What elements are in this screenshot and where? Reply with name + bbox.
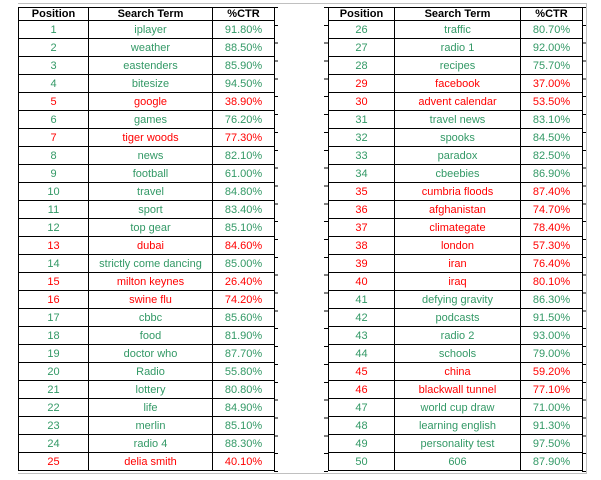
search-term-cell: travel news [395,111,521,129]
search-term-cell: games [89,111,213,129]
position-cell: 49 [329,435,395,453]
position-cell: 21 [19,381,89,399]
ctr-cell: 87.90% [521,453,583,471]
position-cell: 34 [329,165,395,183]
position-cell: 13 [19,237,89,255]
search-term-cell: advent calendar [395,93,521,111]
position-cell: 50 [329,453,395,471]
search-term-cell: radio 2 [395,327,521,345]
position-cell: 15 [19,273,89,291]
table-row [329,345,583,363]
ctr-cell: 94.50% [213,75,275,93]
search-term-cell: news [89,147,213,165]
ctr-cell: 88.50% [213,39,275,57]
table-row [19,237,275,255]
search-term-cell: china [395,363,521,381]
table-row [19,147,275,165]
column-header-ctr: %CTR [213,8,275,21]
ctr-cell: 38.90% [213,93,275,111]
table-row [19,21,275,39]
table-row [329,273,583,291]
ctr-cell: 55.80% [213,363,275,381]
position-cell: 1 [19,21,89,39]
column-header-position: Position [19,8,89,21]
table-row [329,435,583,453]
ctr-cell: 84.90% [213,399,275,417]
search-term-cell: strictly come dancing [89,255,213,273]
search-term-cell: paradox [395,147,521,165]
ctr-cell: 78.40% [521,219,583,237]
table-row [329,453,583,471]
search-term-cell: swine flu [89,291,213,309]
position-cell: 35 [329,183,395,201]
table-row [19,219,275,237]
gridline-right [586,3,587,474]
search-term-cell: google [89,93,213,111]
table-row [329,327,583,345]
table-row [19,381,275,399]
search-term-cell: iran [395,255,521,273]
table-row [19,93,275,111]
table-row [19,453,275,471]
ctr-cell: 53.50% [521,93,583,111]
ctr-cell: 92.00% [521,39,583,57]
table-row [19,327,275,345]
position-cell: 46 [329,381,395,399]
ctr-cell: 79.00% [521,345,583,363]
gridline-bottom [18,473,587,474]
search-term-cell: food [89,327,213,345]
table-row [19,75,275,93]
position-cell: 47 [329,399,395,417]
position-cell: 28 [329,57,395,75]
ctr-cell: 80.70% [521,21,583,39]
table-row [329,93,583,111]
position-cell: 7 [19,129,89,147]
ctr-cell: 93.00% [521,327,583,345]
search-term-cell: recipes [395,57,521,75]
search-term-cell: doctor who [89,345,213,363]
table-row [329,111,583,129]
position-cell: 36 [329,201,395,219]
search-term-cell: facebook [395,75,521,93]
position-cell: 31 [329,111,395,129]
search-term-cell: lottery [89,381,213,399]
border-stubs-left-table [274,7,278,472]
ctr-cell: 75.70% [521,57,583,75]
position-cell: 33 [329,147,395,165]
search-term-cell: eastenders [89,57,213,75]
ctr-cell: 77.30% [213,129,275,147]
search-term-cell: weather [89,39,213,57]
search-term-cell: blackwall tunnel [395,381,521,399]
ctr-cell: 40.10% [213,453,275,471]
search-term-cell: afghanistan [395,201,521,219]
table-row [329,291,583,309]
search-term-cell: schools [395,345,521,363]
position-cell: 32 [329,129,395,147]
table-row [329,237,583,255]
table-row [19,165,275,183]
search-term-cell: learning english [395,417,521,435]
header-row [329,8,583,21]
table-row [329,219,583,237]
position-cell: 39 [329,255,395,273]
position-cell: 12 [19,219,89,237]
ctr-cell: 80.80% [213,381,275,399]
position-cell: 2 [19,39,89,57]
position-cell: 27 [329,39,395,57]
position-cell: 23 [19,417,89,435]
table-row [19,201,275,219]
position-cell: 6 [19,111,89,129]
ctr-cell: 85.10% [213,219,275,237]
position-cell: 24 [19,435,89,453]
ctr-cell: 85.00% [213,255,275,273]
position-cell: 19 [19,345,89,363]
ctr-cell: 76.20% [213,111,275,129]
search-terms-table-positions-26-50 [328,7,583,471]
ctr-cell: 87.40% [521,183,583,201]
search-term-cell: tiger woods [89,129,213,147]
ctr-cell: 85.10% [213,417,275,435]
column-header-search-term: Search Term [89,8,213,21]
table-row [329,381,583,399]
position-cell: 9 [19,165,89,183]
position-cell: 29 [329,75,395,93]
search-term-cell: traffic [395,21,521,39]
position-cell: 44 [329,345,395,363]
ctr-cell: 61.00% [213,165,275,183]
ctr-cell: 59.20% [521,363,583,381]
ctr-cell: 76.40% [521,255,583,273]
search-term-cell: top gear [89,219,213,237]
search-term-cell: dubai [89,237,213,255]
ctr-cell: 91.80% [213,21,275,39]
search-term-cell: Radio [89,363,213,381]
search-term-cell: football [89,165,213,183]
position-cell: 10 [19,183,89,201]
table-row [19,183,275,201]
search-term-cell: iraq [395,273,521,291]
header-row [19,8,275,21]
search-term-cell: cbbc [89,309,213,327]
position-cell: 37 [329,219,395,237]
table-row [19,435,275,453]
search-term-cell: iplayer [89,21,213,39]
ctr-cell: 84.60% [213,237,275,255]
ctr-cell: 80.10% [521,273,583,291]
table-row [19,345,275,363]
border-stubs-right-table-outer [582,7,586,472]
table-row [329,57,583,75]
ctr-cell: 71.00% [521,399,583,417]
search-term-cell: defying gravity [395,291,521,309]
table-row [19,363,275,381]
search-term-cell: life [89,399,213,417]
table-row [19,111,275,129]
table-row [19,39,275,57]
position-cell: 17 [19,309,89,327]
table-row [329,165,583,183]
border-stubs-right-table-inner [324,7,328,472]
table-row [329,39,583,57]
table-row [329,75,583,93]
table-row [329,363,583,381]
table-row [19,129,275,147]
ctr-cell: 74.20% [213,291,275,309]
ctr-cell: 77.10% [521,381,583,399]
table-row [19,417,275,435]
ctr-cell: 91.30% [521,417,583,435]
search-term-cell: radio 4 [89,435,213,453]
position-cell: 20 [19,363,89,381]
table-row [19,255,275,273]
search-term-cell: cumbria floods [395,183,521,201]
search-term-cell: merlin [89,417,213,435]
table-row [329,21,583,39]
position-cell: 41 [329,291,395,309]
table-row [19,399,275,417]
ctr-cell: 82.10% [213,147,275,165]
position-cell: 38 [329,237,395,255]
table-row [329,129,583,147]
table-row [19,57,275,75]
table-row [329,183,583,201]
table-row [329,147,583,165]
position-cell: 40 [329,273,395,291]
search-term-cell: delia smith [89,453,213,471]
column-header-ctr: %CTR [521,8,583,21]
search-term-cell: world cup draw [395,399,521,417]
position-cell: 8 [19,147,89,165]
ctr-cell: 84.80% [213,183,275,201]
search-term-cell: climategate [395,219,521,237]
ctr-cell: 83.10% [521,111,583,129]
ctr-cell: 84.50% [521,129,583,147]
search-term-cell: podcasts [395,309,521,327]
table-row [329,255,583,273]
table-row [329,399,583,417]
position-cell: 18 [19,327,89,345]
position-cell: 25 [19,453,89,471]
search-term-cell: cbeebies [395,165,521,183]
gridline-top [18,3,587,4]
ctr-cell: 81.90% [213,327,275,345]
column-header-search-term: Search Term [395,8,521,21]
table-row [329,417,583,435]
position-cell: 48 [329,417,395,435]
table-row [19,291,275,309]
ctr-cell: 85.90% [213,57,275,75]
ctr-cell: 37.00% [521,75,583,93]
ctr-cell: 97.50% [521,435,583,453]
ctr-cell: 83.40% [213,201,275,219]
search-term-cell: personality test [395,435,521,453]
position-cell: 22 [19,399,89,417]
ctr-cell: 86.90% [521,165,583,183]
position-cell: 5 [19,93,89,111]
table-row [19,309,275,327]
search-terms-table-positions-1-25 [18,7,275,471]
ctr-cell: 82.50% [521,147,583,165]
ctr-cell: 85.60% [213,309,275,327]
position-cell: 16 [19,291,89,309]
ctr-cell: 91.50% [521,309,583,327]
ctr-cell: 88.30% [213,435,275,453]
position-cell: 45 [329,363,395,381]
search-term-cell: sport [89,201,213,219]
position-cell: 26 [329,21,395,39]
position-cell: 11 [19,201,89,219]
ctr-cell: 26.40% [213,273,275,291]
ctr-cell: 87.70% [213,345,275,363]
position-cell: 42 [329,309,395,327]
search-term-cell: milton keynes [89,273,213,291]
ctr-cell: 86.30% [521,291,583,309]
search-term-cell: bitesize [89,75,213,93]
position-cell: 43 [329,327,395,345]
position-cell: 14 [19,255,89,273]
ctr-cell: 74.70% [521,201,583,219]
table-row [329,309,583,327]
position-cell: 30 [329,93,395,111]
ctr-cell: 57.30% [521,237,583,255]
search-term-cell: 606 [395,453,521,471]
table-row [19,273,275,291]
search-term-cell: radio 1 [395,39,521,57]
search-term-cell: london [395,237,521,255]
table-row [329,201,583,219]
position-cell: 4 [19,75,89,93]
search-term-cell: travel [89,183,213,201]
search-term-cell: spooks [395,129,521,147]
position-cell: 3 [19,57,89,75]
column-header-position: Position [329,8,395,21]
